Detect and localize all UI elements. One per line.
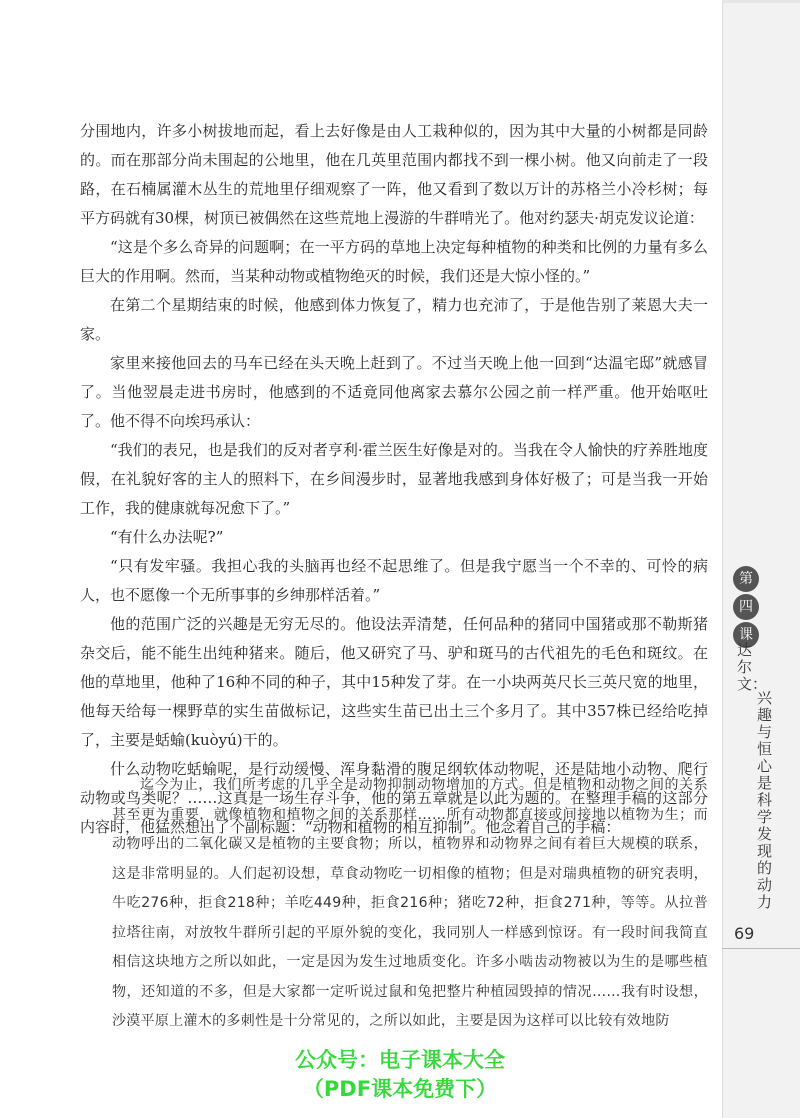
lesson-badge-char-2: 四 — [733, 594, 759, 620]
watermark-line-2: （PDF课本免费下） — [302, 1077, 498, 1101]
lesson-title-vertical: 达尔文： — [737, 641, 768, 693]
manuscript-quote — [112, 771, 708, 1037]
side-margin-tab — [722, 0, 800, 1118]
page-number-rule — [722, 948, 800, 949]
body-text — [80, 117, 708, 842]
manuscript-quote-text: 迄今为止，我们所考虑的几乎全是动物抑制动物增加的方式。但是植物和动物之间的关系甚至更为重要，就像植物和植物之间的关系那样……所有动物都直接或间接地以植物为生；而动物呼出的二氧化碳又是植物的主要食物；所以，植物界和动物界之间有着巨大规模的联系，这是非常明显的。人们起初设想，草食动物吃一切相像的植物；但是对瑞典植物的研究表明，牛吃276种，拒食218种；羊吃449种，拒食216种；猪吃72种，拒食271种，等等。从拉普拉塔往南，对放牧牛群所引起的平原外貌的变化，我同别人一样感到惊讶。有一段时间我简直相信这块地方之所以如此，一定是因为发生过地质变化。许多小啮齿动物被以为生的是哪些植物，还知道的不多，但是大家都一定听说过鼠和兔把整片种植园毁掉的情况……我有时设想，沙漠平原上灌木的多刺性是十分常见的，之所以如此，主要是因为这样可以比较有效地防 — [112, 777, 708, 1029]
paragraph-1: 分围地内，许多小树拔地而起，看上去好像是由人工栽种似的，因为其中大量的小树都是同龄的。而在那部分尚未围起的公地里，他在几英里范围内都找不到一棵小树。他又向前走了一段路，在石楠属灌木丛生的荒地里仔细观察了一阵，他又看到了数以万计的苏格兰小冷杉树；每平方码就有30棵，树顶已被偶然在这些荒地上漫游的牛群啃光了。他对约瑟夫·胡克发议论道： — [80, 122, 708, 227]
lesson-badge-char-3: 课 — [733, 622, 759, 648]
lesson-subtitle-vertical: 兴趣与恒心是科学发现的动力 — [757, 689, 773, 911]
paragraph-5: “我们的表兄，也是我们的反对者亨利·霍兰医生好像是对的。当我在令人愉快的疗养胜地度假，在礼貌好客的主人的照料下，在乡间漫步时，显著地我感到身体好极了；可是当我一开始工作，我的健康就每况愈下了。” — [80, 441, 708, 517]
paragraph-4: 家里来接他回去的马车已经在头天晚上赶到了。不过当天晚上他一回到“达温宅邸”就感冒了。当他翌晨走进书房时，他感到的不适竟同他离家去慕尔公园之前一样严重。他开始呕吐了。他不得不向埃玛承认： — [80, 354, 708, 430]
lesson-badge-char-1: 第 — [733, 566, 759, 592]
paragraph-8: 他的范围广泛的兴趣是无穷无尽的。他设法弄清楚，任何品种的猪同中国猪或那不勒斯猪杂交后，能不能生出纯种猪来。随后，他又研究了马、驴和斑马的古代祖先的毛色和斑纹。在他的草地里，他种了16种不同的种子，其中15种发了芽。在一小块两英尺长三英尺宽的地里，他每天给每一棵野草的实生苗做标记，这些实生苗已出土三个多月了。其中357株已经给吃掉了，主要是蛞蝓(kuòyú)干的。 — [80, 615, 708, 749]
paragraph-9: 什么动物吃蛞蝓呢，是行动缓慢、浑身黏滑的腹足纲软体动物呢，还是陆地小动物、爬行动物或鸟类呢？……这真是一场生存斗争，他的第五章就是以此为题的。在整理手稿的这部分内容时，他猛然想出了个副标题：“动物和植物的相互抑制”。他念着自己的手稿： — [80, 760, 708, 836]
paragraph-7: “只有发牢骚。我担心我的头脑再也经不起思维了。但是我宁愿当一个不幸的、可怜的病人，也不愿像一个无所事事的乡绅那样活着。” — [80, 557, 708, 604]
paragraph-2: “这是个多么奇异的问题啊；在一平方码的草地上决定每种植物的种类和比例的力量有多么巨大的作用啊。然而，当某种动物或植物绝灭的时候，我们还是大惊小怪的。” — [80, 238, 708, 285]
side-margin-top-line — [722, 0, 800, 3]
paragraph-6: “有什么办法呢?” — [110, 528, 224, 546]
page-number: 69 — [734, 924, 755, 943]
watermark-line-1: 公众号：电子课本大全 — [295, 1048, 505, 1072]
paragraph-3: 在第二个星期结束的时候，他感到体力恢复了，精力也充沛了，于是他告别了莱恩大夫一家。 — [80, 296, 708, 343]
